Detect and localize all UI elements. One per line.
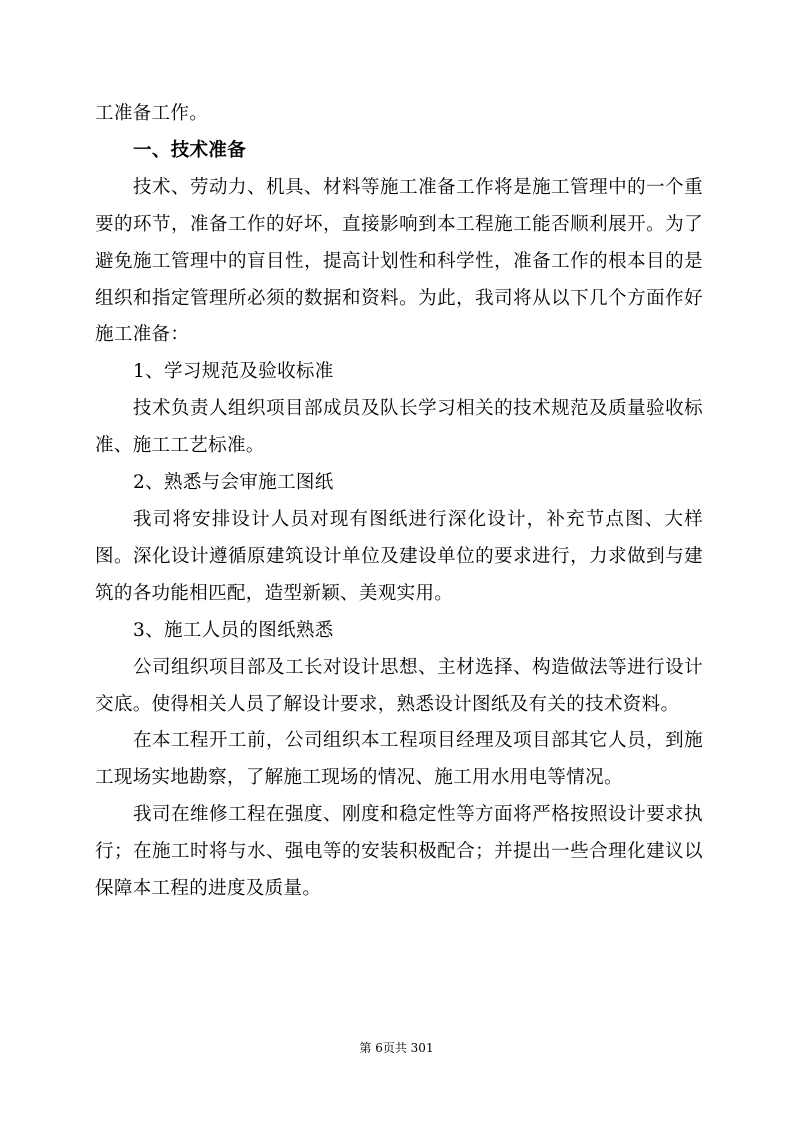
subheading-study-standards: 1、学习规范及验收标准 [133, 361, 334, 383]
subheading-staff-drawings: 3、施工人员的图纸熟悉 [133, 619, 334, 641]
section-heading-technical-prep: 一、技术准备 [133, 139, 247, 161]
subheading-review-drawings: 2、熟悉与会审施工图纸 [133, 472, 334, 494]
page-number: 第 6页共 301 [359, 1041, 434, 1055]
continuation-text: 工准备工作。 [95, 103, 209, 124]
paragraph-review-drawings: 我司将安排设计人员对现有图纸进行深化设计，补充节点图、大样图。深化设计遵循原建筑设计单位及建设单位的要求进行，力求做到与建筑的各功能相匹配，造型新颖、美观实用。 [95, 508, 703, 604]
paragraph-intro: 技术、劳动力、机具、材料等施工准备工作将是施工管理中的一个重要的环节，准备工作的好坏，直接影响到本工程施工能否顺利展开。为了避免施工管理中的盲目性，提高计划性和科学性，准备工作的根本目的是组织和指定管理所必须的数据和资料。为此，我司将从以下几个方面作好施工准备： [95, 176, 703, 346]
paragraph-quality-assurance: 我司在维修工程在强度、刚度和稳定性等方面将严格按照设计要求执行；在施工时将与水、强电等的安装积极配合；并提出一些合理化建议以保障本工程的进度及质量。 [95, 804, 703, 900]
document-body [95, 96, 703, 908]
paragraph-design-briefing: 公司组织项目部及工长对设计思想、主材选择、构造做法等进行设计交底。使得相关人员了解设计要求，熟悉设计图纸及有关的技术资料。 [95, 656, 703, 715]
paragraph-study-standards: 技术负责人组织项目部成员及队长学习相关的技术规范及质量验收标准、施工工艺标准。 [95, 398, 703, 457]
paragraph-site-survey: 在本工程开工前，公司组织本工程项目经理及项目部其它人员，到施工现场实地勘察，了解施工现场的情况、施工用水用电等情况。 [95, 730, 703, 789]
